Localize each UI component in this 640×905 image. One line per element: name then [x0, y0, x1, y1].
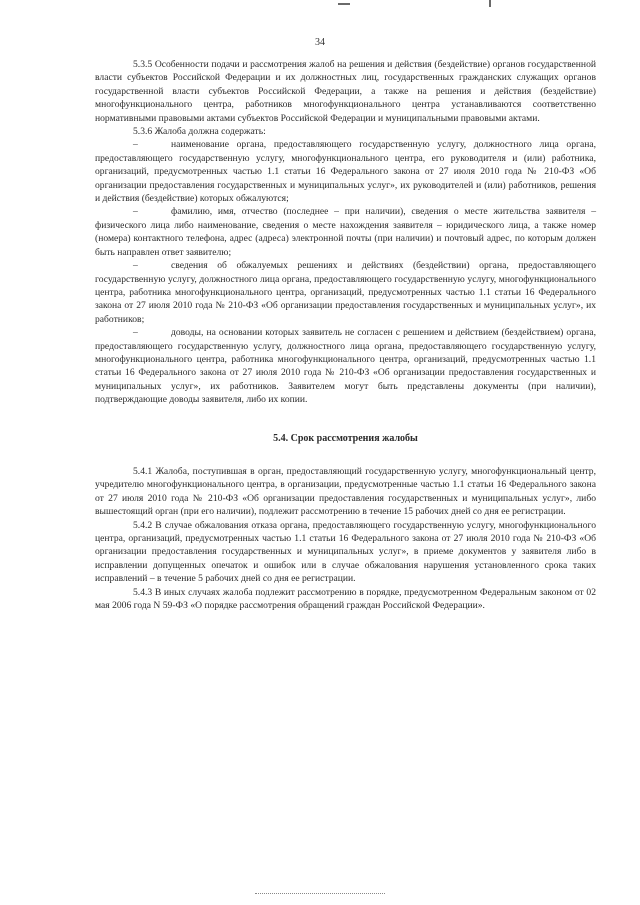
list-item-text: фамилию, имя, отчество (последнее – при наличии), сведения о месте жительства заявителя – физического лица либо наименование, сведения о месте нахождения заявителя – юридического лица, а также номер (номера) контактного телефона, адрес (адреса) электронной почты (при наличии) и почтовый адрес, по которым должен быть направлен ответ заявителю; [95, 206, 596, 258]
dash-marker: – [133, 206, 138, 218]
list-item [95, 205, 596, 259]
paragraph-5-4-3: 5.4.3 В иных случаях жалоба подлежит рассмотрению в порядке, предусмотренном Федеральным законом от 02 мая 2006 года N 59-ФЗ «О порядке рассмотрения обращений граждан Российской Федерации». [95, 586, 596, 612]
list-item [95, 259, 596, 326]
page-number: 34 [315, 37, 325, 48]
list-item-text: доводы, на основании которых заявитель не согласен с решением и действием (бездействием) органа, предоставляющего государственную услугу, должностного лица органа, предоставляющего государственную услугу, многофункционального центра, работника многофункционального центра, организаций, предусмотренных частью 1.1 статьи 16 Федерального закона от 27 июля 2010 года № 210-ФЗ «Об организации предоставления государственных и муниципальных услуг», их работников. Заявителем могут быть представлены документы (при наличии), подтверждающие доводы заявителя, либо их копии. [95, 327, 596, 406]
dash-marker: – [133, 139, 138, 151]
list-item [95, 138, 596, 205]
scan-artifact-top-right [489, 0, 491, 7]
scan-artifact-top [338, 3, 350, 5]
section-heading: 5.4. Срок рассмотрения жалобы [273, 432, 418, 444]
list-item-text: наименование органа, предоставляющего государственную услугу, должностного лица органа, предоставляющего государственную услугу, многофункционального центра, его руководителя и (или) работника, организаций, предусмотренных частью 1.1 статьи 16 Федерального закона от 27 июля 2010 года № 210-ФЗ «Об организации предоставления государственных и муниципальных услуг», их руководителей и (или) работников, решения и действия (бездействие) которых обжалуются; [95, 139, 596, 205]
scan-artifact-bottom [255, 893, 385, 895]
paragraph-5-4-2: 5.4.2 В случае обжалования отказа органа, предоставляющего государственную услугу, многофункционального центра, организаций, предусмотренных частью 1.1 статьи 16 Федерального закона от 27 июля 2010 года № 210-ФЗ «Об организации предоставления государственных и муниципальных услуг», в приеме документов у заявителя либо в исправлении допущенных опечаток и ошибок или в случае обжалования нарушения установленного срока таких исправлений – в течение 5 рабочих дней со дня ее регистрации. [95, 519, 596, 585]
dash-marker: – [133, 327, 138, 339]
document-body [95, 58, 596, 612]
paragraph-5-3-5: 5.3.5 Особенности подачи и рассмотрения жалоб на решения и действия (бездействие) органов государственной власти субъектов Российской Федерации и их должностных лиц, государственных гражданских служащих органов государственной власти субъектов Российской Федерации, а также на решения и действия (бездействие) многофункционального центра, работников многофункционального центра устанавливаются соответственно нормативными правовыми актами субъектов Российской Федерации и муниципальными правовыми актами. [95, 59, 596, 124]
list-item [95, 326, 596, 406]
dash-marker: – [133, 260, 138, 272]
list-item-text: сведения об обжалуемых решениях и действиях (бездействии) органа, предоставляющего государственную услугу, должностного лица органа, предоставляющего государственную услугу, многофункционального центра, работника многофункционального центра, организаций, предусмотренных частью 1.1 статьи 16 Федерального закона от 27 июля 2010 года № 210-ФЗ «Об организации предоставления государственных и муниципальных услуг», их работников; [95, 260, 596, 325]
paragraph-5-3-6: 5.3.6 Жалоба должна содержать: [133, 126, 266, 138]
paragraph-5-4-1: 5.4.1 Жалоба, поступившая в орган, предоставляющий государственную услугу, многофункциональный центр, учредителю многофункционального центра, в организации, предусмотренные частью 1.1 статьи 16 Федерального закона от 27 июля 2010 года № 210-ФЗ «Об организации предоставления государственных и муниципальных услуг», либо вышестоящий орган (при его наличии), подлежит рассмотрению в течение 15 рабочих дней со дня ее регистрации. [95, 465, 596, 518]
